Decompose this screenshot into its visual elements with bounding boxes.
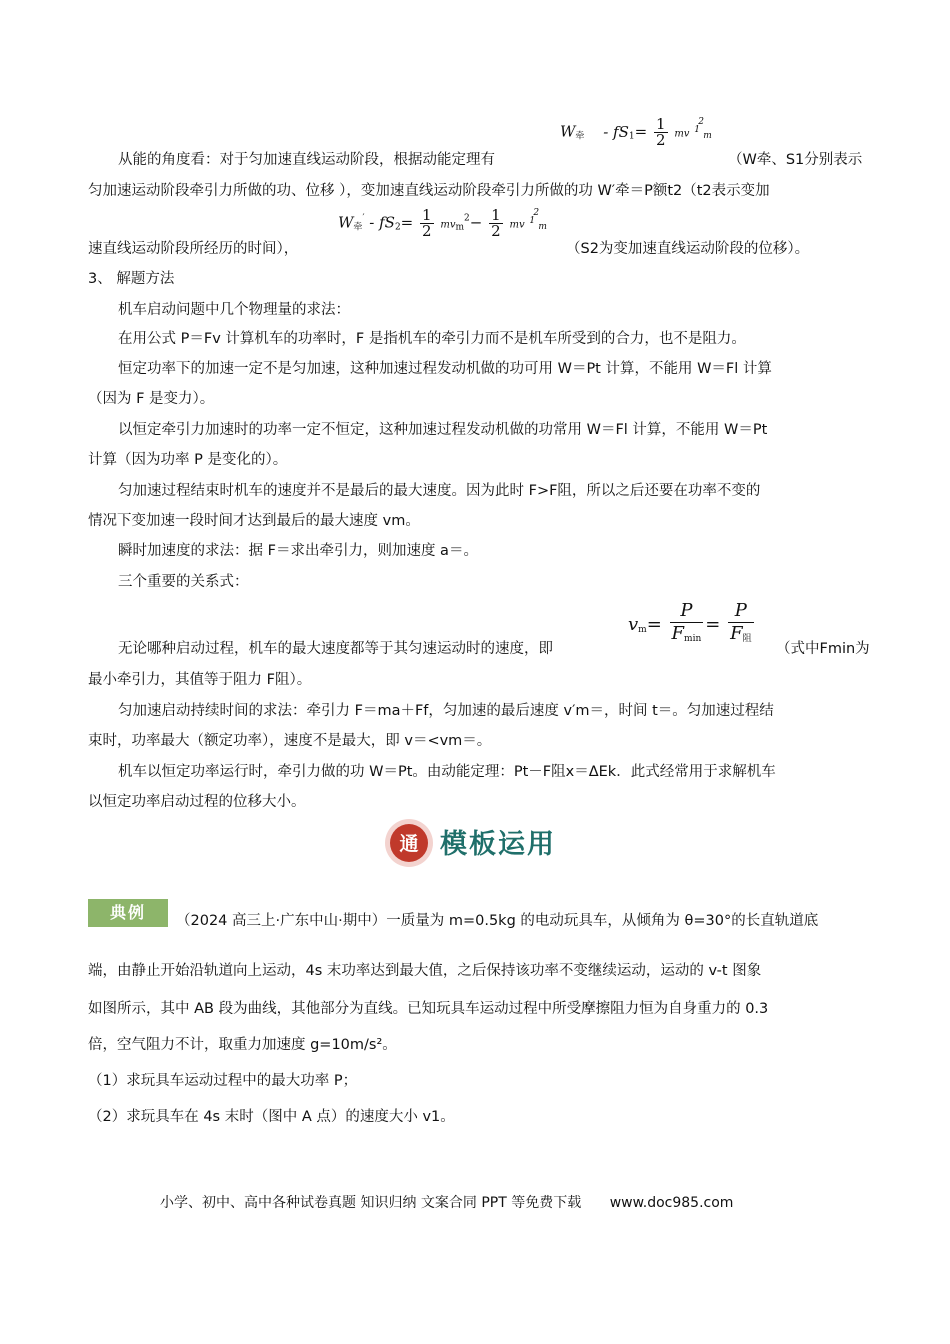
section-heading: 3、 解题方法 <box>88 271 175 287</box>
text-line-tail: （式中Fmin为 <box>776 641 870 657</box>
text-line: （因为 F 是变力）。 <box>88 391 215 407</box>
seal-text: 通 <box>399 833 419 855</box>
text-line: 匀加速启动持续时间的求法：牵引力 F＝ma＋Ff，匀加速的最后速度 v′m＝，时间 t＝。匀加速过程结 <box>118 703 774 719</box>
eq3-v: v <box>628 614 639 635</box>
eq2-f1-den: 2 <box>422 222 432 240</box>
equation-energy-variable <box>338 208 547 239</box>
footer <box>160 1192 860 1212</box>
eq2-f2-den: 2 <box>491 222 501 240</box>
text-line: 无论哪种启动过程，机车的最大速度都等于其匀速运动时的速度，即 <box>118 641 553 657</box>
eq2-scripts <box>529 207 547 234</box>
eq2-mv1: mv <box>440 219 456 231</box>
para1-line3: 速直线运动阶段所经历的时间）， <box>88 241 299 257</box>
eq2-mv2: mv <box>509 219 525 231</box>
text-line: 情况下变加速一段时间才达到最后的最大速度 vm。 <box>88 513 420 529</box>
text-line: 束时，功率最大（额定功率），速度不是最大，即 v＝<vm＝。 <box>88 733 492 749</box>
eq1-w-sub: 牵 <box>575 131 585 142</box>
text-line: 以恒定牵引力加速时的功率一定不恒定，这种加速过程发动机做的功常用 W＝Fl 计算，不能用 W＝Pt <box>118 422 768 438</box>
question-1: （1）求玩具车运动过程中的最大功率 P； <box>88 1073 358 1089</box>
footer-url[interactable]: www.doc985.com <box>609 1195 734 1211</box>
eq3-f1-num: P <box>670 600 704 623</box>
eq2-sup: 2 <box>533 207 540 218</box>
para1-line1: 从能的角度看：对于匀加速直线运动阶段，根据动能定理有 <box>118 152 495 168</box>
question-2: （2）求玩具车在 4s 末时（图中 A 点）的速度大小 v1。 <box>88 1109 455 1125</box>
eq2-sub: m <box>538 221 547 232</box>
eq2-w-sub: 牵 <box>353 222 363 233</box>
template-banner <box>383 815 571 871</box>
eq1-frac-den: 2 <box>655 131 666 149</box>
text-line: 匀加速过程结束时机车的速度并不是最后的最大速度。因为此时 F>F阻，所以之后还要在功率不变的 <box>118 483 761 499</box>
eq2-fs-sub: 2 <box>394 222 401 233</box>
text-line: 恒定功率下的加速一定不是匀加速，这种加速过程发动机做的功可用 W＝Pt 计算，不能用 W＝Fl 计算 <box>118 361 772 377</box>
eq1-w: W <box>560 122 576 141</box>
example-tag: 典例 <box>88 899 168 927</box>
eq2-minus: − <box>469 213 483 232</box>
eq2-fs: - fS <box>369 213 395 232</box>
eq2-prime: ′ <box>362 213 365 224</box>
eq2-f1-num: 1 <box>422 206 432 224</box>
eq3-equals-2: = <box>705 614 721 635</box>
text-line: 瞬时加速度的求法：据 F＝求出牵引力，则加速度 a＝。 <box>118 543 478 559</box>
equation-energy-uniform <box>560 117 712 148</box>
example-line4: 倍，空气阻力不计，取重力加速度 g=10m/s²。 <box>88 1037 397 1053</box>
eq1-mv: mv <box>674 128 690 140</box>
text-line: 最小牵引力，其值等于阻力 F阻）。 <box>88 672 312 688</box>
eq3-f2-den: F <box>730 623 743 644</box>
eq2-w: W <box>338 213 354 232</box>
para1-line1-tail: （W牵、S1分别表示 <box>728 152 863 168</box>
eq1-fraction <box>654 117 668 148</box>
text-line: 在用公式 P＝Fv 计算机车的功率时，F 是指机车的牵引力而不是机车所受到的合力，也不是阻力。 <box>118 331 746 347</box>
eq3-f1-den: F <box>671 623 685 644</box>
eq2-fraction-2 <box>489 208 503 239</box>
eq2-equals: = <box>400 213 414 232</box>
para1-line3-tail: （S2为变加速直线运动阶段的位移）。 <box>566 241 810 257</box>
example-line1: （2024 高三上·广东中山·期中）一质量为 m=0.5kg 的电动玩具车，从倾角为 θ=30°的长直轨道底 <box>176 913 819 929</box>
eq1-fs: - fS <box>603 122 629 141</box>
eq2-mv1-sup: 2 <box>464 213 470 224</box>
eq1-sup: 2 <box>698 116 704 127</box>
eq2-f2-num: 1 <box>491 206 501 224</box>
eq2-sub2: 1 <box>529 215 536 226</box>
text-line: 计算（因为功率 P 是变化的）。 <box>88 452 288 468</box>
eq2-mv1-sub: m <box>455 222 465 233</box>
eq3-equals-1: = <box>646 614 662 635</box>
eq3-f1-den-sub: min <box>684 634 702 644</box>
eq2-fraction-1 <box>420 208 434 239</box>
eq3-f2-num: P <box>728 600 754 623</box>
footer-text: 小学、初中、高中各种试卷真题 知识归纳 文案合同 PPT 等免费下载 <box>160 1195 582 1211</box>
eq1-sub: m <box>703 130 712 141</box>
text-line: 以恒定功率启动过程的位移大小。 <box>88 794 306 810</box>
banner-title: 模板运用 <box>440 829 556 860</box>
eq1-frac-num: 1 <box>655 115 666 133</box>
para1-line2: 匀加速运动阶段牵引力所做的功、位移 ），变加速直线运动阶段牵引力所做的功 W′牵＝P额t2（t2表示变加 <box>88 183 770 199</box>
banner-graphic <box>383 815 571 871</box>
example-line3: 如图所示，其中 AB 段为曲线，其他部分为直线。已知玩具车运动过程中所受摩擦阻力恒为自身重力的 0.3 <box>88 1001 769 1017</box>
eq1-sub2: 1 <box>694 124 700 135</box>
example-line2: 端，由静止开始沿轨道向上运动，4s 末功率达到最大值，之后保持该功率不变继续运动，运动的 v-t 图象 <box>88 963 762 979</box>
eq1-fs-sub: 1 <box>628 131 635 142</box>
eq3-v-sub: m <box>638 625 647 635</box>
eq1-equals: = <box>634 122 648 141</box>
text-line: 三个重要的关系式： <box>118 574 249 590</box>
text-line: 机车启动问题中几个物理量的求法： <box>118 302 350 318</box>
text-line: 机车以恒定功率运行时，牵引力做的功 W＝Pt。由动能定理：Pt－F阻x＝ΔEk．此式经常用于求解机车 <box>118 764 776 780</box>
eq3-f2-den-sub: 阻 <box>742 634 752 644</box>
eq1-scripts <box>694 116 712 143</box>
